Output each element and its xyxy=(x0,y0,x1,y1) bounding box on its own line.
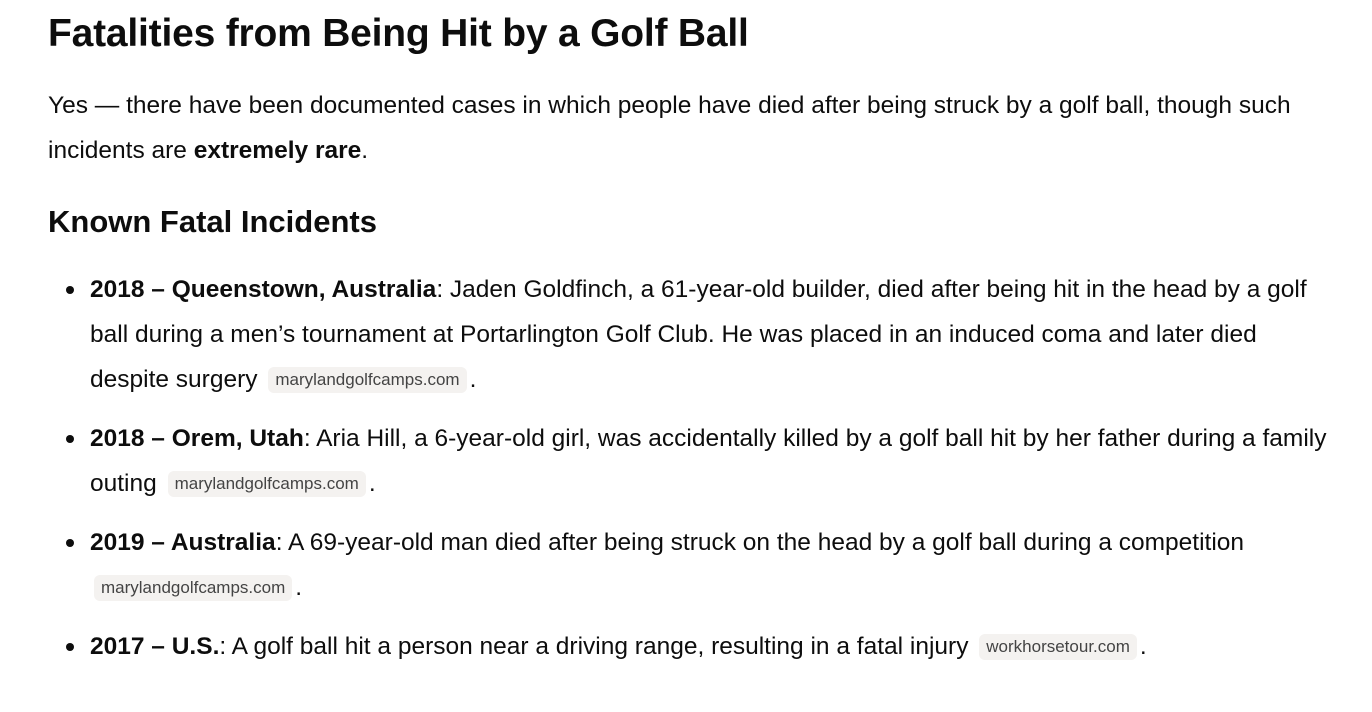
section-heading: Known Fatal Incidents xyxy=(48,204,377,239)
bullet-icon xyxy=(66,643,74,651)
incident-end: . xyxy=(295,574,303,601)
incident-text: : Jaden Goldfinch, a 61-year-old builder, died after being hit in the head by a golf ball during a men’s tournament at Portarlington Golf Club. He was placed in an induced coma and later died despite surgery xyxy=(90,276,1307,393)
incident-text: : A golf ball hit a person near a driving range, resulting in a fatal injury xyxy=(219,633,969,660)
source-citation-link[interactable]: workhorsetour.com xyxy=(979,634,1137,660)
bullet-icon xyxy=(66,286,74,294)
intro-paragraph xyxy=(48,83,1338,173)
source-citation-link[interactable]: marylandgolfcamps.com xyxy=(94,575,292,601)
intro-end: . xyxy=(361,137,369,164)
incident-label: 2018 – Orem, Utah xyxy=(90,425,304,452)
list-item xyxy=(90,416,1340,506)
incident-end: . xyxy=(469,366,477,393)
list-item xyxy=(90,520,1340,610)
incident-list xyxy=(48,267,1340,683)
intro-emphasis: extremely rare xyxy=(193,137,362,164)
page-title: Fatalities from Being Hit by a Golf Ball xyxy=(48,12,749,55)
incident-label: 2018 – Queenstown, Australia xyxy=(90,276,437,303)
bullet-icon xyxy=(66,539,74,547)
incident-end: . xyxy=(368,470,376,497)
incident-text: : A 69-year-old man died after being struck on the head by a golf ball during a competition xyxy=(275,529,1245,556)
source-citation-link[interactable]: marylandgolfcamps.com xyxy=(268,367,466,393)
incident-text: : Aria Hill, a 6-year-old girl, was accidentally killed by a golf ball hit by her father during a family outing xyxy=(90,425,1327,497)
bullet-icon xyxy=(66,435,74,443)
intro-text: Yes — there have been documented cases in which people have died after being struck by a golf ball, though such incidents are xyxy=(48,92,1291,164)
list-item xyxy=(90,624,1340,669)
incident-label: 2017 – U.S. xyxy=(90,633,220,660)
list-item xyxy=(90,267,1340,402)
incident-end: . xyxy=(1139,633,1147,660)
source-citation-link[interactable]: marylandgolfcamps.com xyxy=(168,471,366,497)
incident-label: 2019 – Australia xyxy=(90,529,276,556)
